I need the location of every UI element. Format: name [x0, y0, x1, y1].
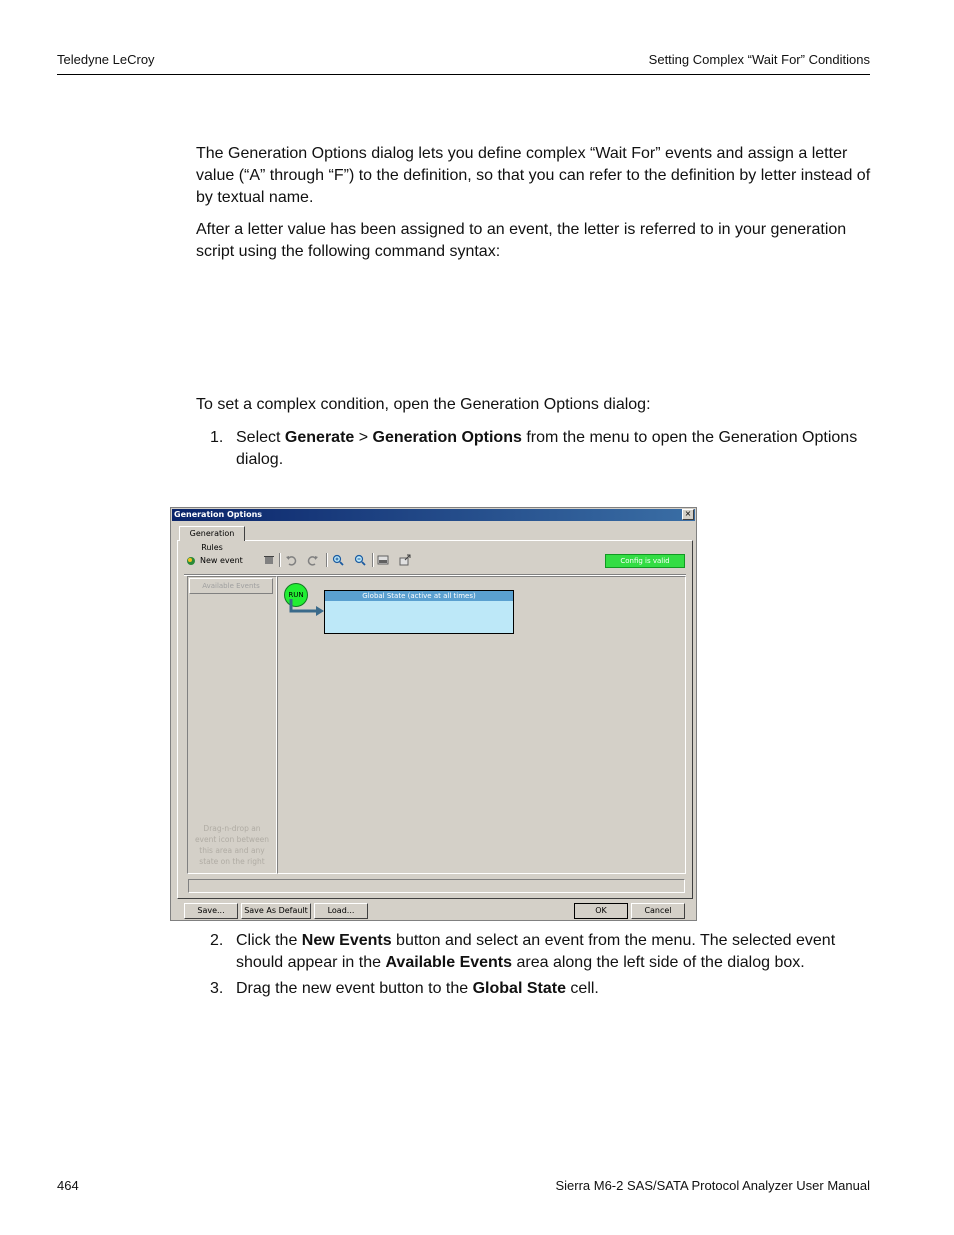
drag-hint: Drag-n-drop an event icon between this area and any state on the right [194, 824, 270, 866]
step-number: 2. [210, 932, 224, 949]
delete-icon[interactable] [263, 554, 275, 566]
save-as-default-button[interactable]: Save As Default [241, 903, 311, 919]
cancel-button[interactable]: Cancel [631, 903, 685, 919]
undo-icon[interactable] [285, 554, 297, 566]
new-event-icon [186, 556, 196, 566]
step-number: 1. [210, 429, 224, 446]
step-text: Drag the new event button to the Global State cell. [236, 980, 599, 997]
dialog-title: Generation Options [172, 509, 695, 521]
toolbar-separator [279, 553, 281, 567]
page-number: 464 [57, 1178, 79, 1193]
footer-title: Sierra M6-2 SAS/SATA Protocol Analyzer User Manual [555, 1178, 870, 1193]
step-text: Select Generate > Generation Options from the menu to open the Generation Options dialog. [236, 429, 858, 468]
available-events-pane[interactable] [187, 576, 277, 874]
close-icon[interactable]: × [682, 509, 694, 520]
header-rule [57, 74, 870, 75]
intro-paragraph-2: After a letter value has been assigned to an event, the letter is referred to in your generation script using the following command syntax: [196, 221, 847, 260]
step-text: Click the New Events button and select an event from the menu. The selected event should appear in the Available Events area along the left side of the dialog box. [236, 932, 836, 971]
new-event-label: New event [200, 556, 243, 565]
state-canvas[interactable] [277, 576, 686, 874]
available-events-header: Available Events [189, 578, 273, 594]
config-status-badge: Config is valid [605, 554, 685, 568]
intro-paragraph-1: The Generation Options dialog lets you define complex “Wait For” events and assign a letter value (“A” through “F”) to the definition, so that you can refer to the definition by letter instead of by textual name. [196, 145, 871, 206]
new-event-button[interactable] [186, 554, 243, 568]
tab-generation-rules[interactable]: Generation Rules [179, 526, 245, 541]
header-left: Teledyne LeCroy [57, 52, 155, 67]
transition-arrow-icon [286, 599, 326, 621]
step-number: 3. [210, 980, 224, 997]
status-bar [188, 879, 685, 893]
header-right: Setting Complex “Wait For” Conditions [648, 52, 870, 67]
zoom-out-icon[interactable] [354, 554, 366, 566]
toolbar-separator [326, 553, 328, 567]
run-node[interactable]: RUN [284, 583, 308, 607]
properties-icon[interactable] [377, 554, 389, 566]
generation-rules-panel [177, 540, 693, 899]
zoom-in-icon[interactable] [332, 554, 344, 566]
save-button[interactable]: Save... [184, 903, 238, 919]
ok-button[interactable]: OK [574, 903, 628, 919]
generation-options-dialog [170, 507, 697, 921]
toolbar-separator [372, 553, 374, 567]
global-state-title: Global State (active at all times) [325, 591, 513, 601]
intro-paragraph-3: To set a complex condition, open the Generation Options dialog: [196, 396, 651, 413]
redo-icon[interactable] [307, 554, 319, 566]
global-state-cell[interactable] [324, 590, 514, 634]
export-icon[interactable] [399, 554, 411, 566]
load-button[interactable]: Load... [314, 903, 368, 919]
